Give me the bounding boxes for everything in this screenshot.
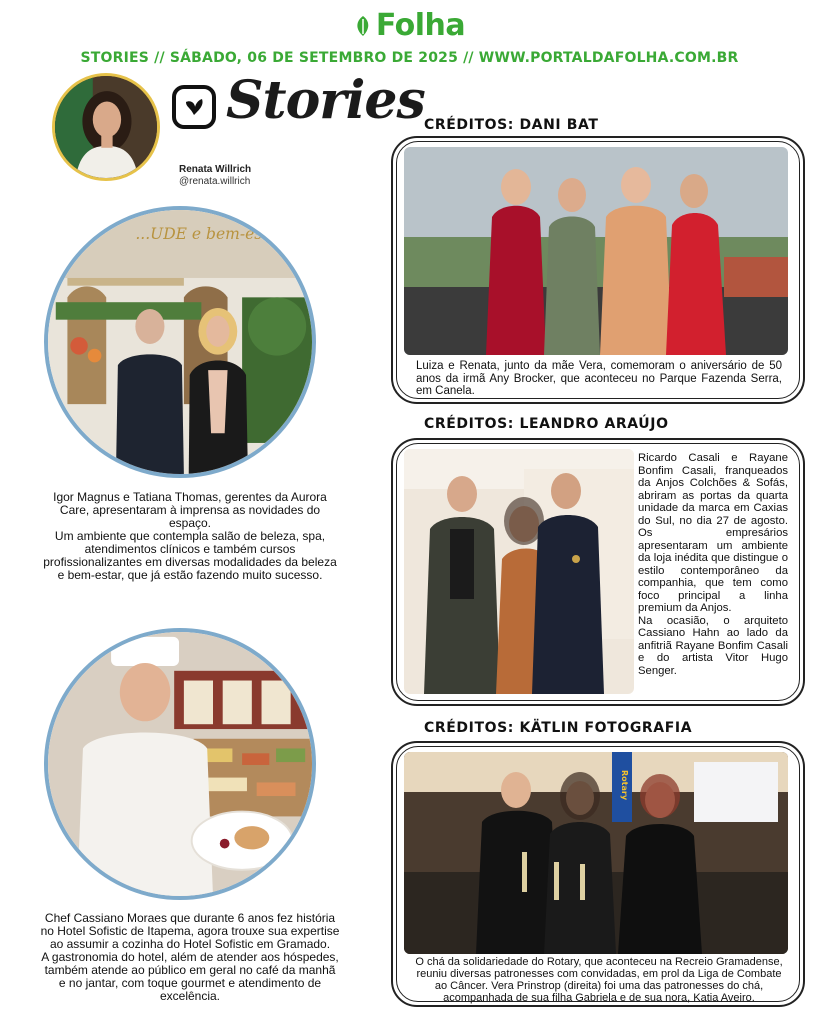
instagram-icon <box>172 85 216 129</box>
photo-chef-cassiano <box>44 628 316 900</box>
dateline: STORIES // SÁBADO, 06 DE SETEMBRO DE 2025 // WWW.PORTALDAFOLHA.COM.BR <box>80 50 739 66</box>
caption-text: Igor Magnus e Tatiana Thomas, gerentes da Aurora Care, apresentaram à imprensa as novidades do espaço. Um ambiente que contempla salão de beleza, spa, atendimentos clínicos e também cursos profissionalizantes em diversas modalidades da beleza e bem-estar, que já estão fazendo muito sucesso. <box>43 490 337 582</box>
photo-any-brocker-birthday <box>404 147 788 355</box>
photo-credit: CRÉDITOS: KÄTLIN FOTOGRAFIA <box>424 720 693 736</box>
columnist-avatar <box>52 73 160 181</box>
caption-anjos-colchoes-opening: Ricardo Casali e Rayane Bonfim Casali, franqueados da Anjos Colchões & Sofás, abriram as portas da quarta unidade da marca em Caxias do Sul, no dia 27 de agosto. Os empresários apresentaram um ambiente da loja inédita que distingue o estilo contemporâneo da companhia, que tem como foco principal a linha premium da Anjos. Na ocasião, o arquiteto Cassiano Hahn ao lado da anfitriã Rayane Bonfim Casali e do artista Vitor Hugo Senger. <box>638 452 788 677</box>
photo-credit: CRÉDITOS: DANI BAT <box>424 117 599 133</box>
logo-text: Folha <box>375 8 466 43</box>
caption-chef-cassiano <box>40 912 340 1003</box>
caption-rotary-tea: O chá da solidariedade do Rotary, que aconteceu na Recreio Gramadense, reuniu diversas patronesses com convidadas, em prol da Liga de Combate ao Câncer. Vera Prinstrop (direita) foi uma das patronesses do chá, acompanhada de sua filha Gabriela e de sua nora, Katia Aveiro. <box>415 956 783 1004</box>
author-name: Renata Willrich <box>179 164 252 175</box>
photo-credit: CRÉDITOS: LEANDRO ARAÚJO <box>424 416 669 432</box>
caption-text: Chef Cassiano Moraes que durante 6 anos fez história no Hotel Sofistic de Itapema, agora trouxe sua expertise ao assumir a cozinha do Hotel Sofistic em Gramado. A gastronomia do hotel, além de atender aos hóspedes, também atende ao público em geral no café da manhã e no jantar, com toque gourmet e atendimento de excelência. <box>40 911 340 1003</box>
photo-anjos-colchoes-opening <box>404 449 634 694</box>
column-title: Stories <box>226 70 425 131</box>
folha-logo[interactable] <box>354 8 465 43</box>
photo-rotary-tea <box>404 752 788 954</box>
rotary-banner-text: Rotary <box>620 770 629 801</box>
salon-sign-text: ...UDE e bem-estar <box>135 225 286 244</box>
masthead <box>0 8 819 43</box>
photo-aurora-care <box>44 206 316 478</box>
caption-aurora-care <box>40 491 340 582</box>
leaf-icon <box>354 15 372 37</box>
author-handle[interactable]: @renata.willrich <box>179 176 251 187</box>
caption-any-brocker-birthday: Luiza e Renata, junto da mãe Vera, comemoram o aniversário de 50 anos da irmã Any Brocker, que aconteceu no Parque Fazenda Serra, em Canela. <box>416 360 782 397</box>
